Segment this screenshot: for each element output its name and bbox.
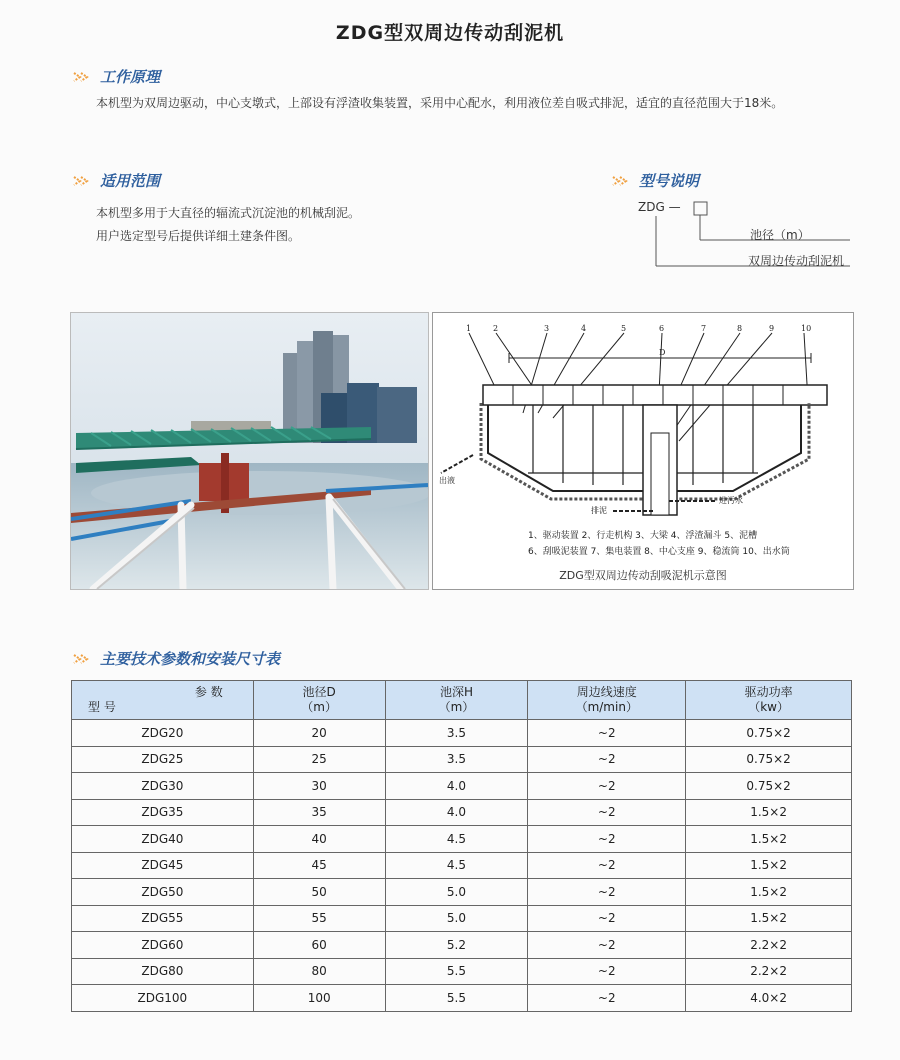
- cell-diameter: 35: [253, 799, 385, 826]
- cell-depth: 3.5: [385, 746, 528, 773]
- cell-speed: ~2: [528, 905, 686, 932]
- cell-power: 1.5×2: [686, 799, 852, 826]
- cell-speed: ~2: [528, 879, 686, 906]
- arrow-icon: [611, 174, 633, 188]
- cell-speed: ~2: [528, 720, 686, 747]
- cell-depth: 4.0: [385, 773, 528, 800]
- cell-model: ZDG40: [72, 826, 254, 853]
- label-outflow: 出液: [439, 476, 455, 485]
- callout-6: 6: [659, 324, 665, 333]
- cell-diameter: 50: [253, 879, 385, 906]
- table-row: [72, 720, 852, 747]
- table-row: [72, 958, 852, 985]
- callout-5: 5: [621, 324, 627, 333]
- dimension-d: D: [659, 348, 666, 357]
- table-row: [72, 799, 852, 826]
- table-header-row: [72, 681, 852, 720]
- cell-power: 0.75×2: [686, 773, 852, 800]
- cell-depth: 5.5: [385, 958, 528, 985]
- model-label-name: 双周边传动刮泥机: [748, 254, 845, 268]
- callout-4: 4: [581, 324, 587, 333]
- header-speed: 周边线速度 （m/min）: [528, 681, 686, 720]
- section-heading-principle: 工作原理: [72, 66, 160, 87]
- equipment-photo: [70, 312, 429, 590]
- label-sludge: 排泥: [591, 506, 607, 515]
- cell-depth: 3.5: [385, 720, 528, 747]
- callout-10: 10: [801, 324, 812, 333]
- cell-depth: 5.0: [385, 879, 528, 906]
- cell-model: ZDG50: [72, 879, 254, 906]
- principle-text: 本机型为双周边驱动，中心支墩式，上部设有浮渣收集装置，采用中心配水，利用液位差自吸式排泥，适宜的直径范围大于18米。: [96, 96, 784, 110]
- section-heading-model: 型号说明: [611, 170, 699, 191]
- callout-2: 2: [493, 324, 499, 333]
- cell-speed: ~2: [528, 958, 686, 985]
- cell-depth: 4.0: [385, 799, 528, 826]
- model-code: ZDG —: [638, 200, 681, 214]
- cell-speed: ~2: [528, 826, 686, 853]
- cell-model: ZDG80: [72, 958, 254, 985]
- header-power: 驱动功率 （kw）: [686, 681, 852, 720]
- cell-diameter: 60: [253, 932, 385, 959]
- cell-diameter: 40: [253, 826, 385, 853]
- corner-diagonal: [72, 681, 254, 719]
- cell-speed: ~2: [528, 932, 686, 959]
- table-row: [72, 985, 852, 1012]
- page-title: ZDG型双周边传动刮泥机: [335, 22, 565, 44]
- cell-power: 0.75×2: [686, 720, 852, 747]
- cell-depth: 5.0: [385, 905, 528, 932]
- label-inflow: 进污水: [719, 496, 743, 505]
- header-corner: [72, 681, 254, 720]
- cell-model: ZDG60: [72, 932, 254, 959]
- parameters-table: [71, 680, 852, 1012]
- cell-model: ZDG55: [72, 905, 254, 932]
- table-row: [72, 773, 852, 800]
- cell-diameter: 100: [253, 985, 385, 1012]
- cell-power: 1.5×2: [686, 905, 852, 932]
- section-heading-scope: 适用范围: [72, 170, 160, 191]
- cell-model: ZDG45: [72, 852, 254, 879]
- cell-power: 1.5×2: [686, 879, 852, 906]
- model-label-diameter: 池径（m）: [750, 228, 810, 242]
- cell-speed: ~2: [528, 799, 686, 826]
- cell-power: 4.0×2: [686, 985, 852, 1012]
- arrow-icon: [72, 652, 94, 666]
- cell-diameter: 80: [253, 958, 385, 985]
- cell-power: 0.75×2: [686, 746, 852, 773]
- callout-7: 7: [701, 324, 707, 333]
- cell-speed: ~2: [528, 773, 686, 800]
- cell-depth: 5.5: [385, 985, 528, 1012]
- cell-speed: ~2: [528, 985, 686, 1012]
- cell-diameter: 20: [253, 720, 385, 747]
- schematic-diagram: [432, 312, 854, 590]
- cell-power: 1.5×2: [686, 852, 852, 879]
- photo-illustration: [71, 313, 428, 589]
- table-row: [72, 932, 852, 959]
- table-row: [72, 826, 852, 853]
- cell-depth: 4.5: [385, 826, 528, 853]
- cell-diameter: 45: [253, 852, 385, 879]
- cell-speed: ~2: [528, 852, 686, 879]
- scope-line-2: 用户选定型号后提供详细土建条件图。: [96, 229, 301, 243]
- callout-8: 8: [737, 324, 743, 333]
- cell-power: 2.2×2: [686, 932, 852, 959]
- cell-diameter: 30: [253, 773, 385, 800]
- cell-model: ZDG100: [72, 985, 254, 1012]
- cell-model: ZDG30: [72, 773, 254, 800]
- cell-model: ZDG20: [72, 720, 254, 747]
- header-corner-model: 型 号: [88, 700, 116, 714]
- cell-diameter: 25: [253, 746, 385, 773]
- cell-model: ZDG35: [72, 799, 254, 826]
- scope-line-1: 本机型多用于大直径的辐流式沉淀池的机械刮泥。: [96, 206, 361, 220]
- header-corner-param: 参 数: [194, 685, 223, 699]
- header-depth: 池深H （m）: [385, 681, 528, 720]
- diagram-legend-1: 1、驱动装置 2、行走机构 3、大梁 4、浮渣漏斗 5、泥槽: [528, 531, 758, 541]
- arrow-icon: [72, 70, 94, 84]
- cell-depth: 5.2: [385, 932, 528, 959]
- diagram-caption: ZDG型双周边传动刮吸泥机示意图: [559, 569, 727, 582]
- cell-power: 1.5×2: [686, 826, 852, 853]
- section-heading-table: 主要技术参数和安装尺寸表: [72, 648, 280, 669]
- cell-power: 2.2×2: [686, 958, 852, 985]
- cell-speed: ~2: [528, 746, 686, 773]
- callout-1: 1: [466, 324, 472, 333]
- cell-model: ZDG25: [72, 746, 254, 773]
- table-row: [72, 852, 852, 879]
- cell-diameter: 55: [253, 905, 385, 932]
- table-row: [72, 879, 852, 906]
- table-row: [72, 905, 852, 932]
- header-diameter: 池径D （m）: [253, 681, 385, 720]
- cell-depth: 4.5: [385, 852, 528, 879]
- diagram-legend-2: 6、刮吸泥装置 7、集电装置 8、中心支座 9、稳流筒 10、出水筒: [528, 547, 790, 557]
- callout-9: 9: [769, 324, 775, 333]
- arrow-icon: [72, 174, 94, 188]
- callout-3: 3: [544, 324, 550, 333]
- table-row: [72, 746, 852, 773]
